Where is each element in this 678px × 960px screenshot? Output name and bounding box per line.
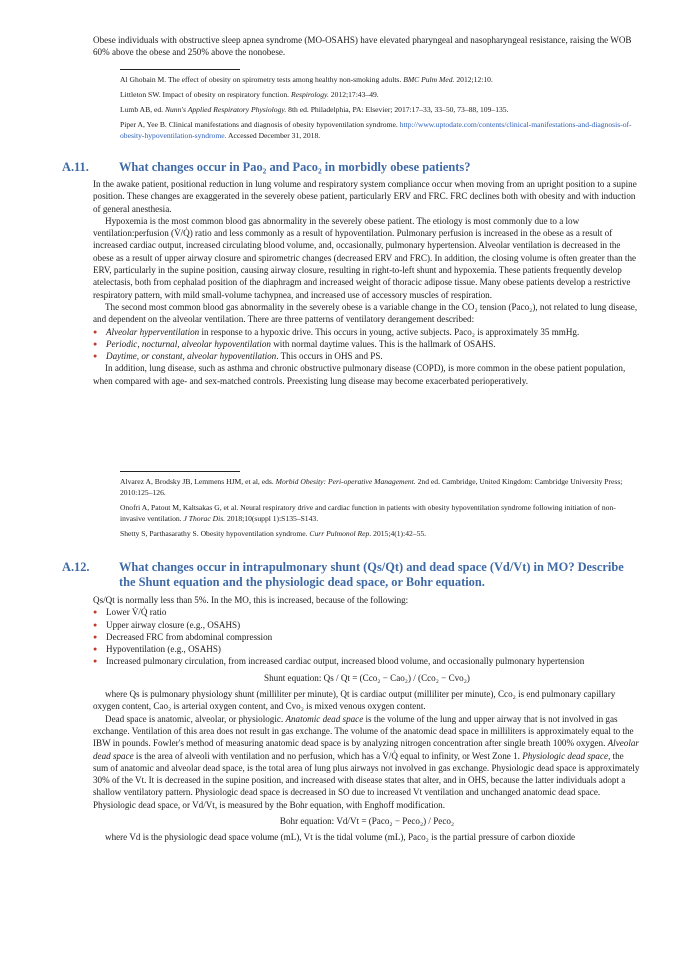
reference-text: Lumb AB, ed. (120, 105, 164, 114)
term: Alveolar hyperventilation (106, 326, 200, 337)
question-title-line2: the Shunt equation and the physiologic dead space, or Bohr equation. (119, 575, 485, 589)
answer-a11 (93, 178, 641, 387)
list-text: . This occurs in OHS and PS. (276, 351, 383, 362)
reference-tail: 2nd ed. Cambridge, United Kingdom: Cambridge University Press; 2010:125–126. (120, 477, 623, 497)
list-text: with normal daytime values. This is the hallmark of OSAHS. (270, 338, 496, 349)
shunt-cause-list (93, 606, 641, 667)
reference-item (120, 528, 641, 539)
reference-tail: Accessed December 31, 2018. (228, 131, 321, 140)
answer-paragraph: where Vd is the physiologic dead space volume (mL), Vt is the tidal volume (mL), Paco₂ is the partial pressure of carbon dioxide (105, 832, 576, 843)
text-run: is the volume of the lung and upper airway that is not involved in gas exchange. Ventilation of this area does not result in gas exchange. The volume of the anatomic dead space in milliliters is approximately equal to the IBW in pounds. Fowler's method of measuring anatomic dead space is by analyzing nitrogen concentration after single breath 100% oxygen. (93, 713, 634, 749)
answer-paragraph: In the awake patient, positional reduction in lung volume and respiratory system compliance occur when moving from an upright position to a supine position. These changes are exaggerated in the severely obese patient, particularly ERV and FRC. FRC declines both with obesity and with induction of general anesthesia. (93, 179, 637, 214)
term: Daytime, or constant, alveolar hypoventilation (106, 351, 277, 362)
text-run: , the sum of anatomic and alveolar dead space, is the total area of lung plus airways not involved in gas exchange. Physiologic dead space is approximately 30% of the Vt. It is decreased in the supine position, and increased with disease states that alter, and in OHS, because the latter individuals adopt a shallow ventilatory pattern. Physiologic dead space is decreased in SO due to increased Vt ventilation and unchanged anatomic dead space. Physiologic dead space, or Vd/Vt, is measured by the Bohr equation, with Enghoff modification. (93, 750, 640, 810)
reference-item (120, 502, 641, 524)
term: Alveolar dead space (93, 738, 639, 761)
list-text: in response to a hypoxic drive. This occurs in young, active subjects. Paco₂ is approximately 35 mmHg. (199, 326, 580, 337)
list-item: ● Upper airway closure (e.g., OSAHS) (93, 619, 641, 631)
reference-text: Shetty S, Parthasarathy S. Obesity hypoventilation syndrome. (120, 529, 308, 538)
list-item: ● Decreased FRC from abdominal compression (93, 631, 641, 643)
reference-link[interactable]: http://www.uptodate.com/contents/clinical-manifestations-and-diagnosis-of-obesity-hypoventilation-syndrome. (120, 120, 632, 140)
answer-paragraph: Qs/Qt is normally less than 5%. In the MO, this is increased, because of the following: (93, 595, 409, 605)
reference-tail: 2015;4(1):42–55. (373, 529, 427, 538)
list-item (93, 326, 641, 338)
reference-title: Nunn's Applied Respiratory Physiology. (164, 105, 287, 114)
bohr-equation: Bohr equation: Vd/Vt = (Paco₂ − Peco₂) / Peco₂ (279, 816, 455, 827)
reference-list-1 (120, 74, 641, 145)
reference-item (120, 74, 641, 85)
reference-tail: 2018;10(suppl 1):S135–S143. (226, 514, 319, 523)
question-number: A.11. (62, 160, 89, 174)
term: Periodic, nocturnal, alveolar hypoventilation (106, 338, 271, 349)
list-item: ● Hypoventilation (e.g., OSAHS) (93, 643, 641, 655)
question-heading-a12 (62, 560, 642, 590)
reference-item (120, 104, 641, 115)
reference-divider (120, 471, 240, 472)
reference-list-2 (120, 476, 641, 543)
reference-tail: 2012;12:10. (456, 75, 493, 84)
term: Anatomic dead space (285, 713, 364, 724)
answer-paragraph: Hypoxemia is the most common blood gas abnormality in the severely obese patient. The etiology is most commonly due to a low ventilation:perfusion (V̇/Q̇) ratio and less commonly as a result of hypoventilation. Pulmonary perfusion is increased in the obese as a result of increased cardiac output, increased circulating blood volume, and, occasionally, pulmonary hypertension. Alveolar ventilation is decreased in the obese as a result of upper airway closure and spirometric changes (decreased ERV and FRC). In addition, the closing volume is often greater than the ERV, particularly in the supine position, causing airway closure, resulting in right-to-left shunt and hypoxemia. These patients frequently develop atelectasis, both from cephalad position of the diaphragm and increased weight of thoracic adipose tissue. Many obese patients develop a restrictive respiratory pattern, with mild small-volume tachypnea, and increased use of accessory muscles of respiration. (93, 215, 637, 300)
pattern-list (93, 326, 641, 363)
reference-item (120, 476, 641, 498)
reference-journal: J Thorac Dis. (183, 514, 226, 523)
list-item: ● Increased pulmonary circulation, from increased cardiac output, increased blood volume, and occasionally pulmonary hypertension (93, 655, 641, 667)
text-run: Dead space is anatomic, alveolar, or physiologic. (105, 713, 286, 724)
reference-text: Al Ghobain M. The effect of obesity on spirometry tests among healthy non-smoking adults. (120, 75, 402, 84)
answer-paragraph: The second most common blood gas abnormality in the severely obese is a variable change in the CO₂ tension (Paco₂), not related to lung disease, and dependent on the alveolar ventilation. There are three patterns of ventilatory derangement described: (93, 301, 638, 325)
shunt-equation: Shunt equation: Qs / Qt = (Cco₂ − Cao₂) / (Cco₂ − Cvo₂) (264, 672, 470, 683)
reference-divider (120, 69, 240, 70)
reference-journal: Curr Pulmonol Rep. (309, 529, 372, 538)
intro-paragraph: Obese individuals with obstructive sleep apnea syndrome (MO-OSAHS) have elevated pharyngeal and nasopharyngeal resistance, raising the WOB 60% above the obese and 250% above the nonobese. (93, 35, 632, 58)
answer-paragraph: In addition, lung disease, such as asthma and chronic obstructive pulmonary disease (COPD), is more common in the obese patient population, when compared with age- and sex-matched controls. Preexisting lung disease may become exacerbated perioperatively. (93, 363, 626, 386)
reference-journal: BMC Pulm Med. (403, 75, 455, 84)
list-item: ● Lower V̇/Q̇ ratio (93, 606, 641, 618)
reference-text: Alvarez A, Brodsky JB, Lemmens HJM, et al, eds. (120, 477, 274, 486)
intro-block (93, 34, 641, 59)
reference-text: Piper A, Yee B. Clinical manifestations and diagnosis of obesity hypoventilation syndrome. (120, 120, 398, 129)
text-run: is the area of alveoli with ventilation and no perfusion, which has a V̇/Q̇ equal to infinity, or West Zone 1. (133, 750, 523, 761)
term: Physiologic dead space (522, 750, 609, 761)
reference-title: Morbid Obesity: Peri-operative Management. (275, 477, 416, 486)
reference-text: Littleton SW. Impact of obesity on respiratory function. (120, 90, 290, 99)
reference-tail: 2012;17:43–49. (330, 90, 379, 99)
reference-item (120, 89, 641, 100)
list-item (93, 338, 641, 350)
reference-text: Onofri A, Patout M, Kaltsakas G, et al. Neural respiratory drive and cardiac function in patients with obesity hypoventilation syndrome following initiation of non-invasive ventilation. (120, 503, 616, 523)
question-number: A.12. (62, 560, 90, 574)
reference-item (120, 119, 641, 141)
dead-space-paragraph (93, 713, 641, 811)
question-title: What changes occur in Pao₂ and Paco₂ in morbidly obese patients? (119, 160, 471, 174)
answer-a12 (93, 594, 641, 844)
question-title: What changes occur in intrapulmonary shunt (Qs/Qt) and dead space (Vd/Vt) in MO? Describe (119, 560, 624, 574)
reference-tail: 8th ed. Philadelphia, PA: Elsevier; 2017:17–33, 33–50, 73–88, 109–135. (288, 105, 509, 114)
answer-paragraph: where Qs is pulmonary physiology shunt (milliliter per minute), Qt is cardiac output (milliliter per minute), Cco₂ is end pulmonary capillary oxygen content, Cao₂ is arterial oxygen content, and Cvo₂ is mixed venous oxygen content. (93, 689, 616, 712)
question-heading-a11 (62, 160, 642, 175)
reference-journal: Respirology. (290, 90, 329, 99)
list-item (93, 350, 641, 362)
